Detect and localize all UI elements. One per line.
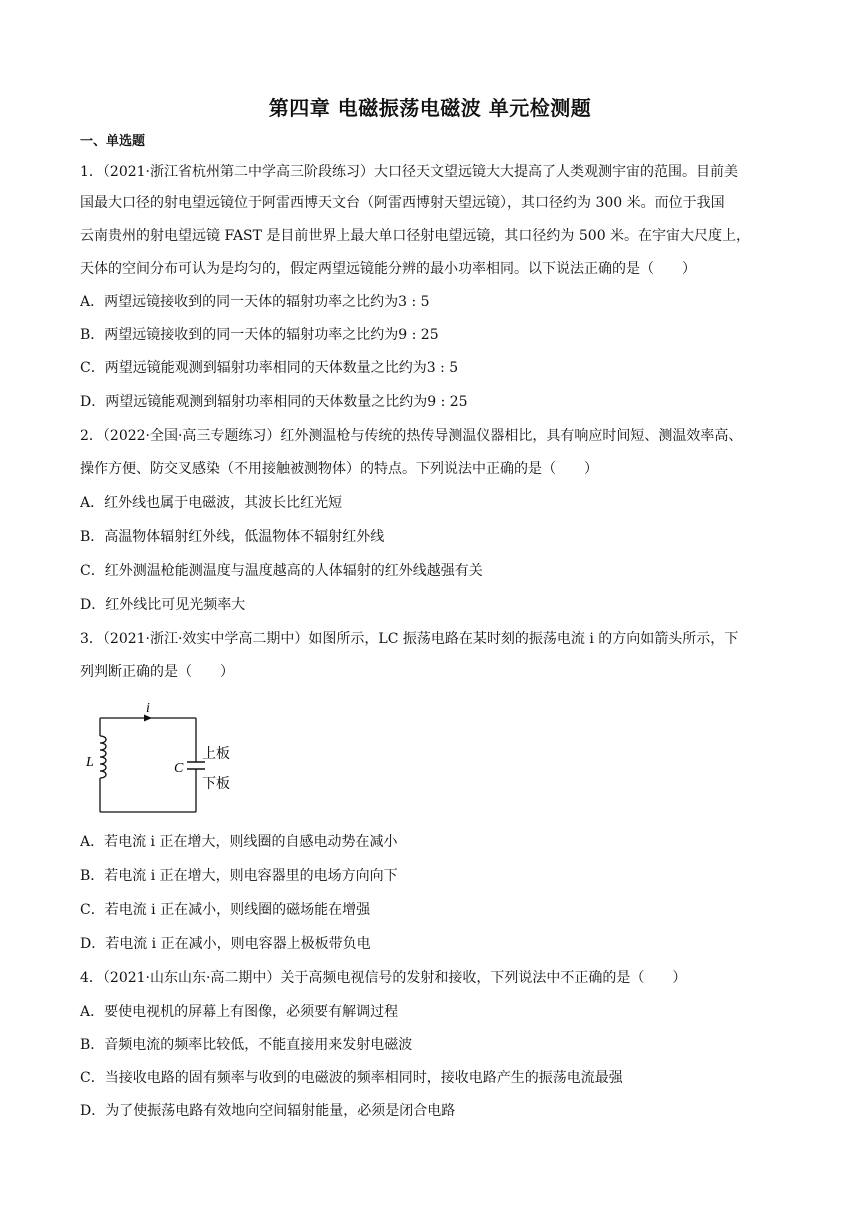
question-3-line-2: 列判断正确的是（ ） [80,664,234,680]
question-4-option-b: B．音频电流的频率比较低，不能直接用来发射电磁波 [80,1037,413,1053]
question-2-option-a: A．红外线也属于电磁波，其波长比红光短 [80,495,343,511]
question-2-option-d: D．红外线比可见光频率大 [80,597,246,613]
question-3-option-d: D．若电流 i 正在减小，则电容器上极板带负电 [80,936,371,952]
lower-plate-label: 下板 [202,776,230,792]
question-2-line-1: 2．（2022·全国·高三专题练习）红外测温枪与传统的热传导测温仪器相比，具有响应时间短、测温效率高、 [80,428,743,444]
question-4-line-1: 4．（2021·山东山东·高二期中）关于高频电视信号的发射和接收，下列说法中不正确的是（ ） [80,970,687,986]
document-title: 第四章 电磁振荡电磁波 单元检测题 [268,96,592,120]
question-1-line-4: 天体的空间分布可认为是均匀的，假定两望远镜能分辨的最小功率相同。以下说法正确的是（ ） [80,261,696,277]
current-label: i [146,701,150,716]
question-3-line-1: 3．（2021·浙江·效实中学高二期中）如图所示，LC 振荡电路在某时刻的振荡电流 i 的方向如箭头所示，下 [80,631,739,647]
upper-plate-label: 上板 [202,746,230,762]
question-1-line-2: 国最大口径的射电望远镜位于阿雷西博天文台（阿雷西博射天望远镜），其口径约为 300 米。而位于我国 [80,195,725,211]
question-2-line-2: 操作方便、防交叉感染（不用接触被测物体）的特点。下列说法中正确的是（ ） [80,461,598,477]
section-heading: 一、单选题 [80,134,146,149]
question-4-option-d: D．为了使振荡电路有效地向空间辐射能量，必须是闭合电路 [80,1103,456,1119]
question-2-option-b: B．高温物体辐射红外线，低温物体不辐射红外线 [80,529,385,545]
question-4-option-a: A．要使电视机的屏幕上有图像，必须要有解调过程 [80,1004,399,1020]
question-3-option-b: B．若电流 i 正在增大，则电容器里的电场方向向下 [80,868,398,884]
question-1-line-3: 云南贵州的射电望远镜 FAST 是目前世界上最大单口径射电望远镜，其口径约为 500 米。在宇宙大尺度上， [80,228,751,244]
lc-circuit-figure [86,700,246,820]
question-1-option-c: C．两望远镜能观测到辐射功率相同的天体数量之比约为3 : 5 [80,360,459,376]
question-1-option-a: A．两望远镜接收到的同一天体的辐射功率之比约为3 : 5 [80,294,430,310]
question-1-option-b: B．两望远镜接收到的同一天体的辐射功率之比约为9 : 25 [80,327,439,343]
question-3-option-c: C．若电流 i 正在减小，则线圈的磁场能在增强 [80,902,371,918]
capacitor-label: C [174,761,184,776]
question-4-option-c: C．当接收电路的固有频率与收到的电磁波的频率相同时，接收电路产生的振荡电流最强 [80,1070,623,1086]
question-1-option-d: D．两望远镜能观测到辐射功率相同的天体数量之比约为9 : 25 [80,394,468,410]
question-3-option-a: A．若电流 i 正在增大，则线圈的自感电动势在减小 [80,834,398,850]
inductor-label: L [86,755,94,770]
question-2-option-c: C．红外测温枪能测温度与温度越高的人体辐射的红外线越强有关 [80,563,483,579]
inductor-coil [100,736,106,778]
question-1-line-1: 1．（2021·浙江省杭州第二中学高三阶段练习）大口径天文望远镜大大提高了人类观测宇宙的范围。目前美 [80,164,738,180]
